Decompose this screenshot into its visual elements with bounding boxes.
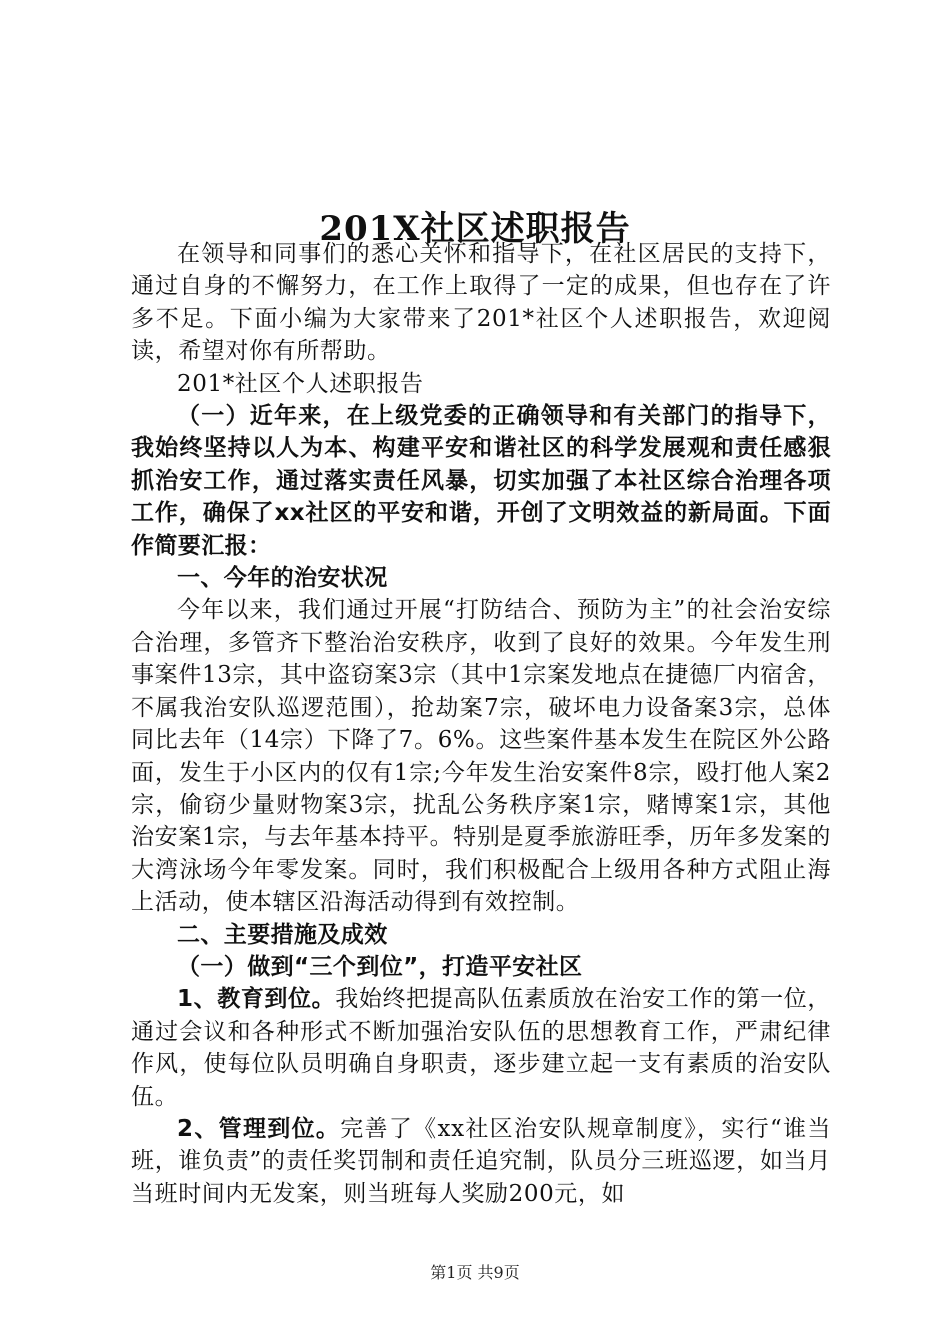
- item2-paragraph: [131, 1113, 831, 1210]
- document-body: [131, 238, 831, 1210]
- overview-paragraph: （一）近年来，在上级党委的正确领导和有关部门的指导下，我始终坚持以人为本、构建平安和谐社区的科学发展观和责任感狠抓治安工作，通过落实责任风暴，切实加强了本社区综合治理各项工作，确保了xx社区的平安和谐，开创了文明效益的新局面。下面作简要汇报：: [131, 403, 831, 559]
- item1-lead: 1、教育到位。: [177, 986, 336, 1013]
- document-title: 201X社区述职报告: [319, 208, 631, 249]
- subsection1-heading: （一）做到“三个到位”，打造平安社区: [177, 953, 583, 980]
- report-subtitle: 201*社区个人述职报告: [177, 370, 424, 397]
- item1-body: 我始终把提高队伍素质放在治安工作的第一位，通过会议和各种形式不断加强治安队伍的思想教育工作，严肃纪律作风，使每位队员明确自身职责，逐步建立起一支有素质的治安队伍。: [131, 986, 831, 1110]
- section2-heading: 二、主要措施及成效: [177, 921, 388, 948]
- section1-heading: 一、今年的治安状况: [177, 565, 388, 592]
- section1-paragraph: 今年以来，我们通过开展“打防结合、预防为主”的社会治安综合治理，多管齐下整治治安秩序，收到了良好的效果。今年发生刑事案件13宗，其中盗窃案3宗（其中1宗案发地点在捷德厂内宿舍，不属我治安队巡逻范围），抢劫案7宗，破坏电力设备案3宗，总体同比去年（14宗）下降了7。6%。这些案件基本发生在院区外公路面，发生于小区内的仅有1宗;今年发生治安案件8宗，殴打他人案2宗，偷窃少量财物案3宗，扰乱公务秩序案1宗，赌博案1宗，其他治安案1宗，与去年基本持平。特别是夏季旅游旺季，历年多发案的大湾泳场今年零发案。同时，我们积极配合上级用各种方式阻止海上活动，使本辖区沿海活动得到有效控制。: [131, 597, 831, 916]
- item1-paragraph: [131, 983, 831, 1113]
- item2-body: 完善了《xx社区治安队规章制度》，实行“谁当班，谁负责”的责任奖罚制和责任追究制，队员分三班巡逻，如当月当班时间内无发案，则当班每人奖励200元，如: [131, 1115, 831, 1207]
- page-indicator: 第1页 共9页: [430, 1263, 520, 1282]
- item2-lead: 2、管理到位。: [177, 1115, 341, 1142]
- intro-paragraph: 在领导和同事们的悉心关怀和指导下，在社区居民的支持下，通过自身的不懈努力，在工作上取得了一定的成果，但也存在了许多不足。下面小编为大家带来了201*社区个人述职报告，欢迎阅读，希望对你有所帮助。: [131, 241, 831, 365]
